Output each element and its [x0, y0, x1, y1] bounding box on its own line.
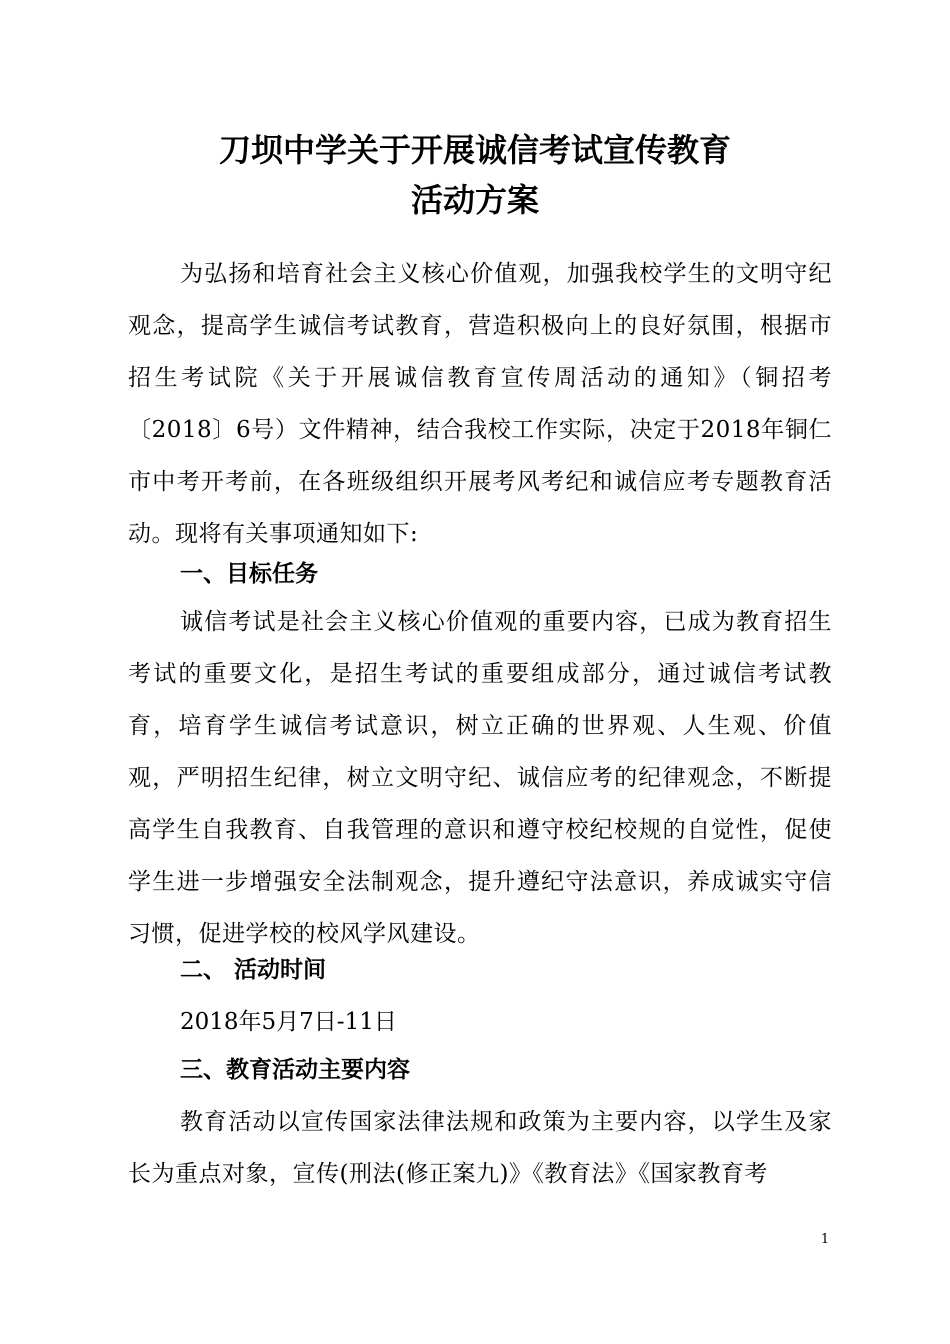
section-heading-content: 三、教育活动主要内容: [180, 1057, 410, 1083]
activity-date-text: 2018年5月7日-11日: [180, 1009, 397, 1035]
section-heading-goals: 一、目标任务: [180, 561, 318, 587]
document-title-line-1: 刀坝中学关于开展诚信考试宣传教育: [218, 131, 731, 169]
section-heading-time: 二、 活动时间: [180, 957, 327, 983]
section-paragraph-content: 教育活动以宣传国家法律法规和政策为主要内容，以学生及家长为重点对象，宣传(刑法(修正案九)》《教育法》《国家教育考: [128, 1109, 832, 1187]
page-number: 1: [820, 1232, 830, 1247]
document-title-line-2: 活动方案: [410, 181, 539, 219]
section-paragraph-goals: 诚信考试是社会主义核心价值观的重要内容，已成为教育招生考试的重要文化，是招生考试的重要组成部分，通过诚信考试教育，培育学生诚信考试意识，树立正确的世界观、人生观、价值观，严明招生纪律，树立文明守纪、诚信应考的纪律观念，不断提高学生自我教育、自我管理的意识和遵守校纪校规的自觉性，促使学生进一步增强安全法制观念，提升遵纪守法意识，养成诚实守信习惯，促进学校的校风学风建设。: [128, 609, 832, 947]
intro-paragraph: 为弘扬和培育社会主义核心价值观，加强我校学生的文明守纪观念，提高学生诚信考试教育，营造积极向上的良好氛围，根据市招生考试院《关于开展诚信教育宣传周活动的通知》（铜招考〔2018〕6号）文件精神，结合我校工作实际，决定于2018年铜仁市中考开考前，在各班级组织开展考风考纪和诚信应考专题教育活动。现将有关事项通知如下:: [128, 261, 832, 547]
